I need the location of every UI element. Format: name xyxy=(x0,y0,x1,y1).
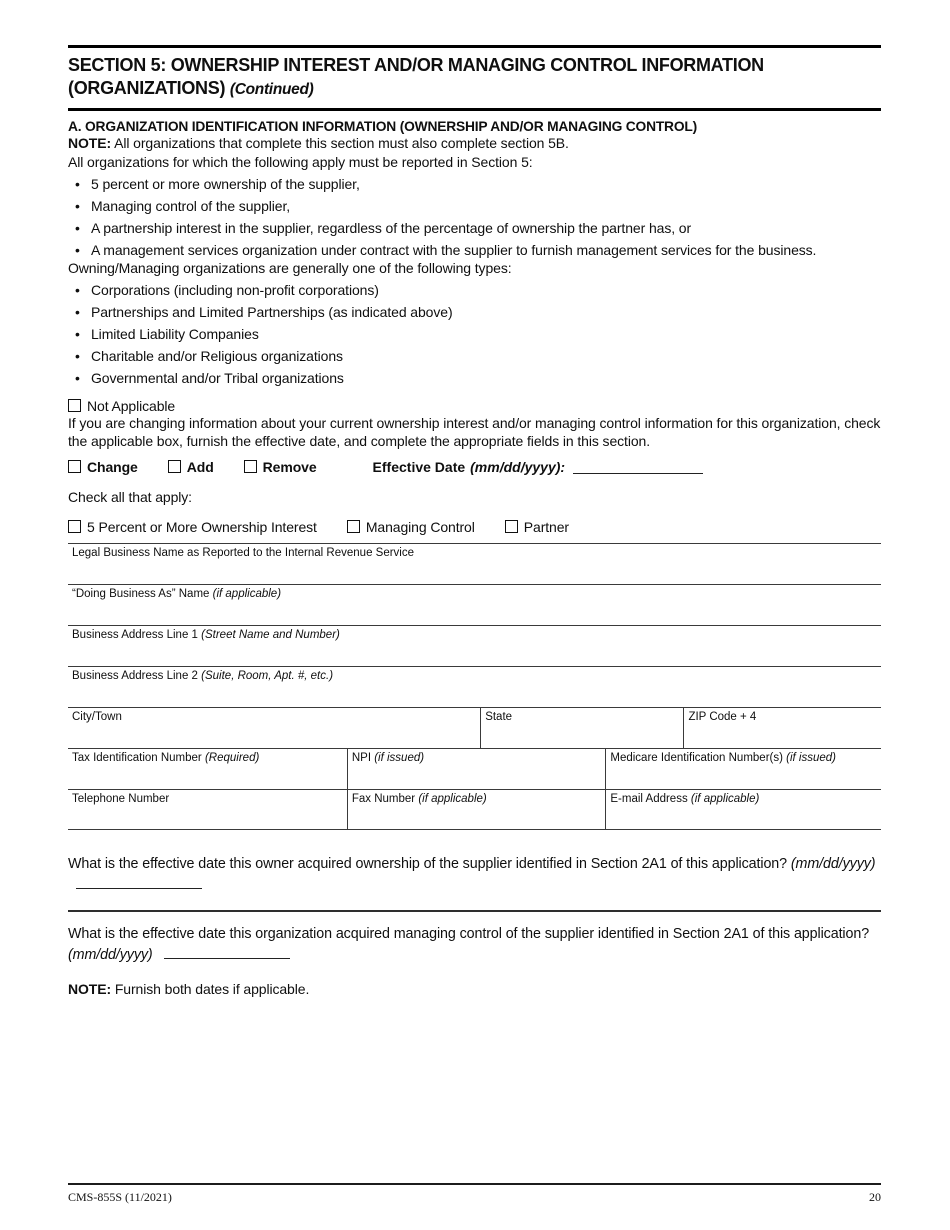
check-all-lead: Check all that apply: xyxy=(68,488,192,505)
intro-bullet: • A partnership interest in the supplier, regardless of the percentage of ownership the partner has, or xyxy=(68,219,881,238)
ownership-interest-option xyxy=(68,519,317,535)
question-managing-control-date-format: (mm/dd/yyyy) xyxy=(68,946,153,963)
section-title xyxy=(68,54,881,101)
footer-form-number: CMS-855S (11/2021) xyxy=(68,1190,172,1204)
question-managing-control-date xyxy=(68,924,881,966)
field-zip-code-label: ZIP Code + 4 xyxy=(688,710,757,723)
section-title-line2: (ORGANIZATIONS) xyxy=(68,78,226,98)
ownership-date-input-line[interactable] xyxy=(76,875,202,889)
field-telephone[interactable] xyxy=(68,790,347,829)
change-action-row xyxy=(68,459,881,475)
intro-bullet-list xyxy=(68,175,881,260)
field-npi-label: NPI (if issued) xyxy=(351,751,425,764)
section-title-line1: SECTION 5: OWNERSHIP INTEREST AND/OR MANAGING CONTROL INFORMATION xyxy=(68,55,764,75)
change-option xyxy=(68,459,138,475)
remove-checkbox[interactable] xyxy=(244,460,257,473)
footer-page-number: 20 xyxy=(869,1190,881,1204)
field-npi[interactable] xyxy=(347,749,606,789)
org-types-lead: Owning/Managing organizations are generally one of the following types: xyxy=(68,260,512,276)
page-footer xyxy=(68,1183,881,1205)
section-rule-top xyxy=(68,45,881,48)
add-option xyxy=(168,459,214,475)
field-legal-business-name[interactable] xyxy=(68,543,881,584)
field-state[interactable] xyxy=(480,708,683,748)
section-title-continued: (Continued) xyxy=(229,81,314,98)
effective-date-label: Effective Date xyxy=(372,458,466,475)
effective-date-format: (mm/dd/yyyy): xyxy=(470,458,566,475)
not-applicable-label: Not Applicable xyxy=(87,397,176,414)
intro-bullet: • A management services organization under contract with the supplier to furnish management services for the business. xyxy=(68,241,881,260)
change-checkbox[interactable] xyxy=(68,460,81,473)
tin-npi-medicare-row xyxy=(68,748,881,789)
remove-label: Remove xyxy=(262,458,317,475)
field-business-address-2-label: Business Address Line 2 (Suite, Room, Apt. #, etc.) xyxy=(72,669,334,682)
effective-date-group xyxy=(373,459,704,475)
add-checkbox[interactable] xyxy=(168,460,181,473)
field-fax[interactable] xyxy=(347,790,606,829)
note-2-text: Furnish both dates if applicable. xyxy=(114,981,310,998)
organization-fields xyxy=(68,543,881,830)
managing-control-checkbox[interactable] xyxy=(347,520,360,533)
ownership-interest-checkbox[interactable] xyxy=(68,520,81,533)
section-rule-bottom xyxy=(68,108,881,111)
field-medicare-id[interactable] xyxy=(605,749,881,789)
remove-option xyxy=(244,459,317,475)
note-2 xyxy=(68,980,881,999)
partner-label: Partner xyxy=(523,518,569,535)
note-1-text: All organizations that complete this section must also complete section 5B. xyxy=(114,135,569,151)
ownership-options-row xyxy=(68,519,881,535)
change-info-paragraph: If you are changing information about your current ownership interest and/or managing control information for this organization, check the applicable box, furnish the effective date, and complete the appropriate fields in this section. xyxy=(68,414,881,449)
managing-control-label: Managing Control xyxy=(365,518,475,535)
ownership-interest-label: 5 Percent or More Ownership Interest xyxy=(87,518,317,535)
subsection-title: A. ORGANIZATION IDENTIFICATION INFORMATION (OWNERSHIP AND/OR MANAGING CONTROL) xyxy=(68,119,697,134)
intro-bullet: • 5 percent or more ownership of the supplier, xyxy=(68,175,881,194)
add-label: Add xyxy=(186,458,214,475)
field-email-label: E-mail Address (if applicable) xyxy=(610,792,760,805)
not-applicable-row xyxy=(68,398,881,414)
note-1-label: NOTE: xyxy=(68,135,112,151)
intro-lead: All organizations for which the following apply must be reported in Section 5: xyxy=(68,153,533,170)
field-business-address-1[interactable] xyxy=(68,625,881,666)
field-zip-code[interactable] xyxy=(683,708,881,748)
managing-control-option xyxy=(347,519,475,535)
field-tax-id-label: Tax Identification Number (Required) xyxy=(72,751,260,764)
field-city-town-label: City/Town xyxy=(72,710,122,723)
city-state-zip-row xyxy=(68,707,881,748)
intro-bullet: • Managing control of the supplier, xyxy=(68,197,881,216)
field-city-town[interactable] xyxy=(68,708,480,748)
field-telephone-label: Telephone Number xyxy=(72,792,170,805)
org-types-bullet-list xyxy=(68,281,881,388)
field-tax-id[interactable] xyxy=(68,749,347,789)
field-dba-name-label: “Doing Business As” Name (if applicable) xyxy=(72,587,282,600)
phone-fax-email-row xyxy=(68,789,881,830)
field-dba-name[interactable] xyxy=(68,584,881,625)
org-type-bullet: • Partnerships and Limited Partnerships (as indicated above) xyxy=(68,303,881,322)
field-state-label: State xyxy=(485,710,513,723)
question-ownership-date-text: What is the effective date this owner acquired ownership of the supplier identified in Section 2A1 of this application? xyxy=(68,855,788,872)
question-ownership-date-format: (mm/dd/yyyy) xyxy=(790,855,876,872)
org-type-bullet: • Governmental and/or Tribal organizations xyxy=(68,369,881,388)
managing-date-input-line[interactable] xyxy=(164,945,290,959)
partner-option xyxy=(505,519,569,535)
field-business-address-1-label: Business Address Line 1 (Street Name and Number) xyxy=(72,628,340,641)
field-email[interactable] xyxy=(605,790,881,829)
note-2-label: NOTE: xyxy=(68,981,112,998)
questions-separator xyxy=(68,910,881,912)
field-medicare-id-label: Medicare Identification Number(s) (if issued) xyxy=(610,751,837,764)
field-business-address-2[interactable] xyxy=(68,666,881,707)
field-fax-label: Fax Number (if applicable) xyxy=(351,792,487,805)
change-label: Change xyxy=(87,458,138,475)
field-legal-business-name-label: Legal Business Name as Reported to the Internal Revenue Service xyxy=(72,546,415,559)
question-managing-control-date-text: What is the effective date this organization acquired managing control of the supplier identified in Section 2A1 of this application? xyxy=(68,925,870,942)
effective-date-input-line[interactable] xyxy=(573,460,703,474)
note-1 xyxy=(68,134,881,153)
org-type-bullet: • Charitable and/or Religious organizations xyxy=(68,347,881,366)
org-type-bullet: • Limited Liability Companies xyxy=(68,325,881,344)
not-applicable-checkbox[interactable] xyxy=(68,399,81,412)
question-ownership-date xyxy=(68,854,881,896)
org-type-bullet: • Corporations (including non-profit corporations) xyxy=(68,281,881,300)
partner-checkbox[interactable] xyxy=(505,520,518,533)
